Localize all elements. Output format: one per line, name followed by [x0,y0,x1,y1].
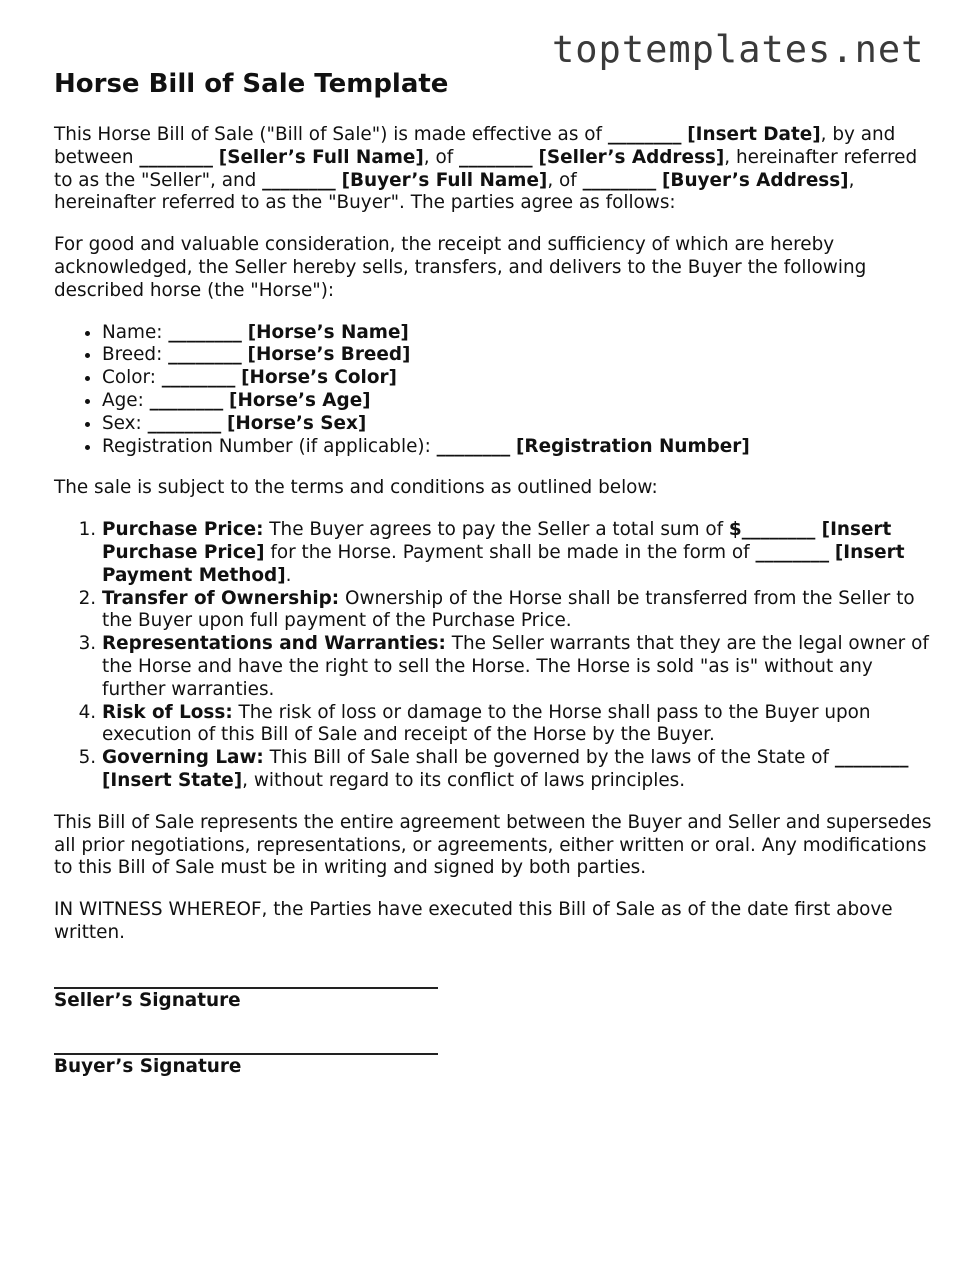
field-horse-color: [Horse’s Color] [241,367,397,389]
term-text: The Seller warrants that they are the legal owner of the Horse and have the right to sell the Horse. The Horse is sold "as is" without any further warranties. [102,633,929,700]
term-text: This Bill of Sale shall be governed by the laws of the State of [263,747,835,769]
term-representations-warranties [102,633,934,701]
term-heading: Representations and Warranties: [102,633,446,655]
blank-line: ________ [607,124,682,145]
document-page [54,66,934,1079]
entire-agreement-paragraph: This Bill of Sale represents the entire agreement between the Buyer and Seller and supersedes all prior negotiations, representations, or agreements, either written or oral. Any modifications to this Bill of Sale must be in writing and signed by both parties. [54,811,932,879]
field-buyer-address: [Buyer’s Address] [662,169,849,191]
term-governing-law [102,747,934,793]
blank-line: ________ [755,541,830,563]
intro-text: , hereinafter referred to as the "Seller", and [54,146,918,191]
term-risk-of-loss [102,702,934,748]
seller-signature-block [54,973,934,1013]
field-dollar-blank: $________ [728,519,816,541]
field-purchase-price: [Insert Purchase Price] [102,519,892,563]
field-state: [Insert State] [102,769,243,791]
term-text: Ownership of the Horse shall be transferred from the Seller to the Buyer upon full payment of the Purchase Price. [102,587,915,632]
watermark-logo: toptemplates.net [552,28,925,71]
blank-line: ________ [168,344,242,366]
blank-line: ________ [582,169,657,191]
term-heading: Risk of Loss: [102,701,233,723]
item-label: Color: [102,367,162,389]
blank-line: ________ [161,367,236,389]
terms-list [54,519,934,793]
field-seller-name: [Seller’s Full Name] [218,146,424,168]
list-item [102,390,934,413]
term-text: . [285,564,292,586]
intro-text: , of [423,146,460,168]
field-horse-name: [Horse’s Name] [247,321,409,343]
item-label: Sex: [102,412,148,434]
term-text: , without regard to its conflict of laws principles. [242,769,686,791]
buyer-signature-block [54,1039,934,1079]
blank-line: ________ [459,146,533,168]
field-horse-breed: [Horse’s Breed] [247,344,411,366]
item-label: Breed: [102,344,169,366]
witness-paragraph: IN WITNESS WHEREOF, the Parties have executed this Bill of Sale as of the date first above written. [54,899,893,943]
field-date: [Insert Date] [687,124,821,145]
list-item [102,367,934,390]
term-text: The Buyer agrees to pay the Seller a total sum of [263,519,729,541]
intro-text: , hereinafter referred to as the "Buyer". The parties agree as follows: [54,169,855,214]
term-heading: Purchase Price: [102,519,264,541]
blank-line: ________ [139,146,213,168]
intro-text: , of [547,169,583,191]
list-item [102,413,934,436]
document-title: Horse Bill of Sale Template [54,69,449,99]
term-heading: Transfer of Ownership: [102,587,340,609]
list-item [102,344,934,367]
field-registration-number: [Registration Number] [516,435,750,457]
blank-line: ________ [147,412,222,434]
terms-intro: The sale is subject to the terms and conditions as outlined below: [54,477,658,499]
list-item [102,322,934,345]
seller-signature-label: Seller’s Signature [54,989,241,1011]
intro-paragraph [54,124,934,215]
consideration-paragraph: For good and valuable consideration, the receipt and sufficiency of which are hereby acknowledged, the Seller hereby sells, transfers, and delivers to the Buyer the following described horse (the "Horse"): [54,234,867,301]
term-transfer-of-ownership [102,588,934,634]
buyer-signature-label: Buyer’s Signature [54,1055,242,1077]
field-horse-age: [Horse’s Age] [229,389,371,411]
field-buyer-name: [Buyer’s Full Name] [341,169,548,191]
item-label: Registration Number (if applicable): [102,435,437,457]
intro-text: This Horse Bill of Sale ("Bill of Sale") is made effective as of [54,124,608,145]
intro-text: , by and between [54,124,896,168]
list-item [102,436,934,459]
blank-line: ________ [834,747,909,769]
term-purchase-price [102,519,934,587]
field-payment-method: [Insert Payment Method] [102,541,905,586]
buyer-signature-line[interactable] [54,1039,438,1055]
item-label: Name: [102,321,169,343]
term-text: The risk of loss or damage to the Horse shall pass to the Buyer upon execution of this Bill of Sale and receipt of the Horse by the Buyer. [102,701,871,746]
blank-line: ________ [436,435,511,457]
field-horse-sex: [Horse’s Sex] [227,412,367,434]
term-heading: Governing Law: [102,747,264,769]
field-seller-address: [Seller’s Address] [538,146,725,168]
seller-signature-line[interactable] [54,973,438,989]
horse-details-list [54,322,934,459]
term-text: for the Horse. Payment shall be made in the form of [264,541,756,563]
blank-line: ________ [168,321,242,343]
blank-line: ________ [262,169,336,191]
item-label: Age: [102,389,150,411]
blank-line: ________ [149,389,224,411]
